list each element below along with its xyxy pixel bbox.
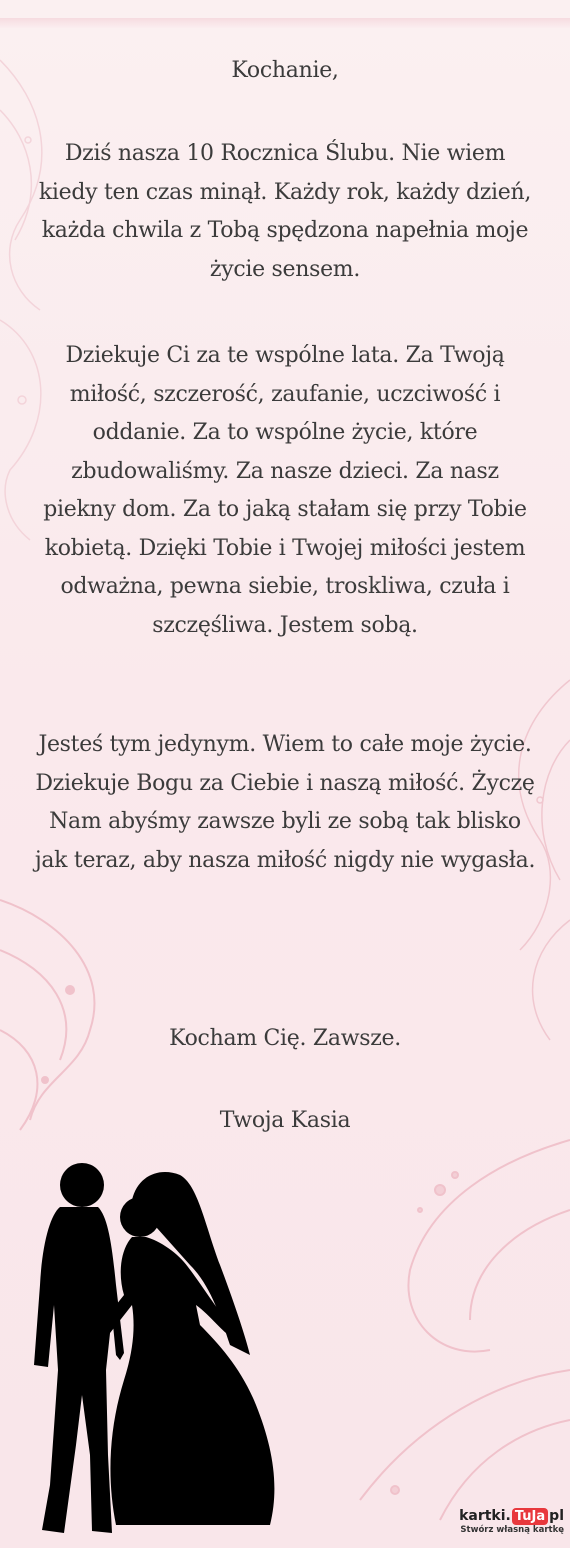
- logo-tagline: Stwórz własną kartkę: [460, 1525, 564, 1535]
- paragraph-2-line: Dziekuje Ci za te wspólne lata. Za Twoją: [65, 343, 505, 368]
- bride-dress: [100, 1237, 274, 1525]
- paragraph-1: [20, 135, 550, 289]
- paragraph-2-line: szczęśliwa. Jestem sobą.: [152, 612, 418, 638]
- top-border: [0, 18, 570, 28]
- paragraph-1-line: Dziś nasza 10 Rocznica Ślubu. Nie wiem: [64, 141, 506, 166]
- bottom-right-swirl-ornament: [300, 1120, 570, 1548]
- logo-tld: pl: [549, 1508, 564, 1524]
- paragraph-1-line: kiedy ten czas minął. Każdy rok, każdy dzień,: [38, 179, 532, 205]
- paragraph-1-line: każda chwila z Tobą spędzona napełnia moje: [41, 218, 529, 243]
- groom-head: [60, 1163, 104, 1207]
- greeting: Kochanie,: [231, 58, 339, 83]
- paragraph-1-line: życie sensem.: [209, 256, 361, 282]
- closing-line: Kocham Cię. Zawsze.: [169, 1026, 401, 1051]
- paragraph-3-line: Nam abyśmy zawsze byli ze sobą tak blisko: [49, 809, 521, 834]
- paragraph-3: [20, 726, 550, 880]
- paragraph-2-line: zbudowaliśmy. Za nasze dzieci. Za nasz: [71, 458, 499, 484]
- couple-silhouette-image: [20, 1155, 320, 1540]
- paragraph-2-line: odważna, pewna siebie, troskliwa, czuła i: [60, 574, 510, 599]
- paragraph-2: [20, 337, 550, 645]
- signature: Twoja Kasia: [219, 1108, 351, 1133]
- groom-body: [34, 1207, 124, 1533]
- logo-word: kartki.: [459, 1508, 511, 1524]
- paragraph-2-line: oddanie. Za to wspólne życie, które: [92, 420, 478, 445]
- kartki-logo[interactable]: [446, 1506, 564, 1536]
- paragraph-3-line: Dziekuje Bogu za Ciebie i naszą miłość. Życzę: [35, 770, 535, 796]
- paragraph-2-line: piekny dom. Za to jaką stałam się przy Tobie: [43, 497, 527, 522]
- paragraph-3-line: Jesteś tym jedynym. Wiem to całe moje życie.: [38, 732, 532, 757]
- paragraph-2-line: miłość, szczerość, zaufanie, uczciwość i: [69, 381, 501, 407]
- bride-head: [120, 1197, 160, 1237]
- logo-wordmark: [459, 1506, 564, 1526]
- paragraph-2-line: kobietą. Dzięki Tobie i Twojej miłości jestem: [44, 535, 526, 561]
- logo-badge: TuJa: [512, 1508, 548, 1525]
- paragraph-3-line: jak teraz, aby nasza miłość nigdy nie wygasła.: [34, 847, 536, 873]
